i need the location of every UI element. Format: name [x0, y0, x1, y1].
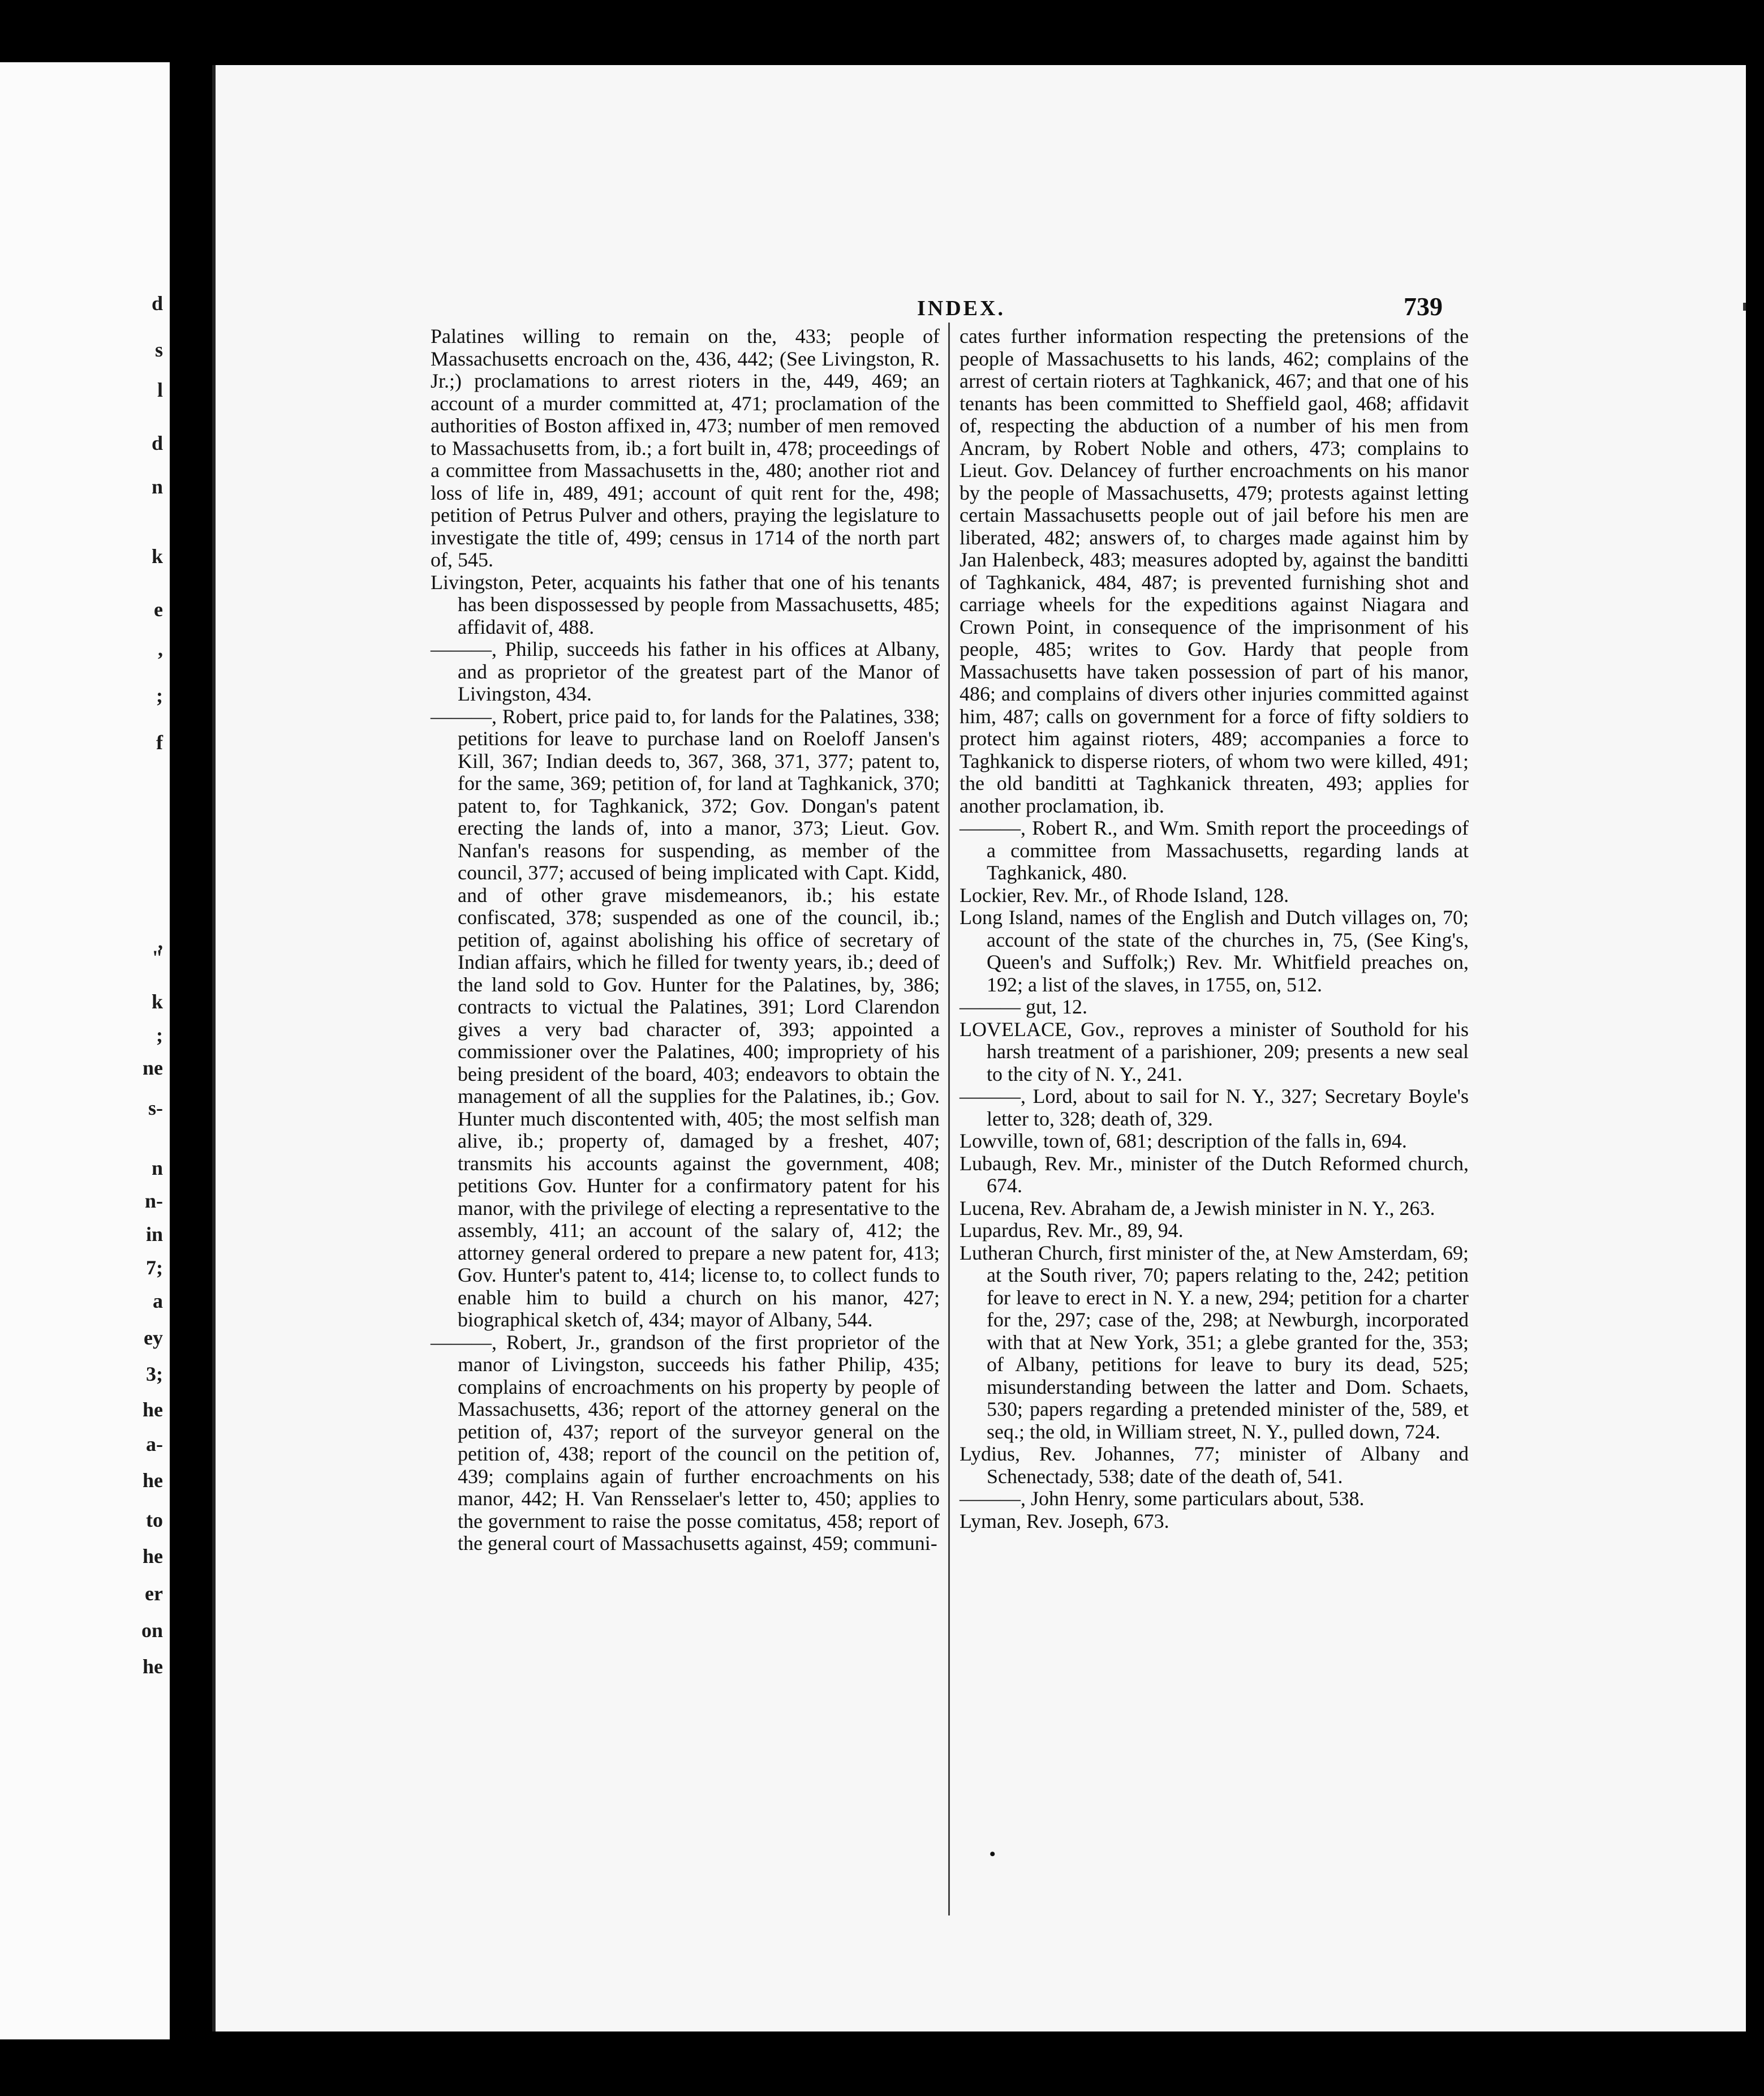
previous-page-text-fragment: he: [143, 1468, 163, 1492]
index-entry: Lockier, Rev. Mr., of Rhode Island, 128.: [960, 883, 1289, 907]
index-column-left: [431, 325, 940, 1555]
index-entry: ———, John Henry, some particulars about, 538.: [960, 1487, 1365, 1510]
printer-mark: •: [989, 1845, 996, 1863]
previous-page-text-fragment: 7;: [146, 1256, 163, 1279]
previous-page-text-fragment: s-: [148, 1096, 163, 1119]
index-entry: Lyman, Rev. Joseph, 673.: [960, 1509, 1169, 1532]
page-number: 739: [1404, 292, 1443, 321]
index-entry: Lupardus, Rev. Mr., 89, 94.: [960, 1219, 1184, 1242]
previous-page-text-fragment: ;: [156, 684, 163, 707]
running-title: INDEX.: [917, 297, 1005, 320]
index-entry: LOVELACE, Gov., reproves a minister of Southold for his harsh treatment of a parishioner, 209; presents a new seal to the city of N. Y., 241.: [960, 1017, 1469, 1085]
previous-page-text-fragment: ,: [158, 638, 163, 660]
column-divider: [948, 323, 950, 1915]
previous-page-edge: [0, 62, 170, 2039]
previous-page-text-fragment: f: [156, 731, 163, 754]
index-entry: cates further information respecting the pretensions of the people of Massachusetts to his lands, 462; complains of the arrest of certain rioters at Taghkanick, 467; and that one of his tenants has been committed to Sheffield gaol, 468; affidavit of, respecting the abduction of a number of his men from Ancram, by Robert Noble and others, 473; complains to Lieut. Gov. Delancey of further encroachments on his manor by the people of Massachusetts, 479; protests against letting certain Massachusetts people out of jail before his men are liberated, 482; answers of, to charges made against him by Jan Halenbeck, 483; measures adopted by, against the banditti of Taghkanick, 484, 487; is prevented furnishing shot and carriage wheels for the expeditions against Niagara and Crown Point, in consequence of the imprisonment of his people, 485; writes to Gov. Hardy that people from Massachusetts have taken possession of part of his manor, 486; and complains of divers other injuries committed against him, 487; calls on government for a force of fifty soldiers to protect him against rioters, 489; accompanies a force to Taghkanick to disperse rioters, of whom two were killed, 491; the old banditti at Taghkanick threaten, 493; applies for another proclamation, ib.: [960, 325, 1469, 817]
index-entry: ———, Lord, about to sail for N. Y., 327; Secretary Boyle's letter to, 328; death of, 329.: [960, 1085, 1469, 1130]
previous-page-text-fragment: e: [154, 598, 163, 621]
previous-page-text-fragment: k: [151, 990, 163, 1013]
previous-page-text-fragment: l: [157, 378, 163, 401]
previous-page-text-fragment: a-: [146, 1433, 163, 1456]
index-entry: Long Island, names of the English and Dutch villages on, 70; account of the state of the churches in, 75, (See King's, Queen's and Suffolk;) Rev. Mr. Whitfield preaches on, 192; a list of the slaves, in 1755, on, 512.: [960, 906, 1469, 996]
index-entry: Lubaugh, Rev. Mr., minister of the Dutch Reformed church, 674.: [960, 1152, 1469, 1197]
index-entry: ———, Robert, price paid to, for lands for the Palatines, 338; petitions for leave to purchase land on Roeloff Jansen's Kill, 367; Indian deeds to, 367, 368, 371, 377; patent to, for the same, 369; petition of, for land at Taghkanick, 370; patent to, for Taghkanick, 372; Gov. Dongan's patent erecting the lands of, into a manor, 373; Lieut. Gov. Nanfan's reasons for suspending, as member of the council, 377; accused of being implicated with Capt. Kidd, and of other grave misdemeanors, ib.; his estate confiscated, 378; suspended as one of the council, ib.; petition of, against abolishing his office of secretary of Indian affairs, which he filled for twenty years, ib.; deed of the land sold to Gov. Hunter for the Palatines, by, 386; contracts to victual the Palatines, 391; Lord Clarendon gives a very bad character of, 393; appointed a commissioner over the Palatines, 400; impropriety of his being president of the board, 403; endeavors to obtain the management of all the supplies for the Palatines, ib.; Gov. Hunter much discontented with, 405; the most selfish man alive, ib.; property of, damaged by a freshet, 407; transmits his accounts against the government, 408; petitions Gov. Hunter for a confirmatory patent for his manor, with the privilege of electing a representative to the assembly, 411; an account of the salary of, 412; the attorney general ordered to prepare a new patent for, 413; Gov. Hunter's patent to, 414; license to, to collect funds to enable him to build a church on his manor, 427; biographical sketch of, 434; mayor of Albany, 544.: [431, 705, 940, 1331]
previous-page-text-fragment: d: [151, 292, 163, 315]
index-page: [212, 65, 1746, 2031]
book-gutter: [170, 0, 212, 2096]
previous-page-text-fragment: 3;: [146, 1362, 163, 1385]
previous-page-text-fragment: in: [145, 1223, 163, 1245]
margin-tick: [1743, 303, 1746, 311]
previous-page-text-fragment: n: [151, 475, 163, 499]
index-entry: ———, Robert R., and Wm. Smith report the proceedings of a committee from Massachusetts, regarding lands at Taghkanick, 480.: [960, 817, 1469, 884]
index-entry: Lowville, town of, 681; description of the falls in, 694.: [960, 1129, 1407, 1152]
previous-page-text-fragment: he: [143, 1544, 163, 1567]
previous-page-text-fragment: on: [141, 1619, 163, 1642]
previous-page-text-fragment: a: [153, 1289, 163, 1312]
previous-page-text-fragment: er: [145, 1582, 163, 1605]
index-entry: Lutheran Church, first minister of the, at New Amsterdam, 69; at the South river, 70; papers relating to the, 242; petition for leave to erect in N. Y. a new, 294; petition for a charter for the, 297; case of the, 298; at Newburgh, incorporated with that at New York, 351; a glebe granted for the, 353; of Albany, petitions for leave to bury its dead, 525; misunderstanding between the latter and Dom. Schaets, 530; papers regarding a pretended minister of the, 589, et seq.; the old, in William street, N. Y., pulled down, 724.: [960, 1241, 1469, 1443]
previous-page-text-fragment: n-: [144, 1189, 163, 1213]
index-column-right: [960, 325, 1469, 1532]
previous-page-text-fragment: ,: [158, 930, 163, 953]
previous-page-text-fragment: ": [152, 946, 163, 969]
previous-page-text-fragment: to: [146, 1509, 163, 1532]
previous-page-text-fragment: ;: [156, 1023, 163, 1046]
index-entry: Palatines willing to remain on the, 433; people of Massachusetts encroach on the, 436, 442; (See Livingston, R. Jr.;) proclamations to arrest rioters in the, 449, 469; an account of a murder committed at, 471; proclamation of the authorities of Boston affixed in, 473; number of men removed to Massachusetts from, ib.; a fort built in, 478; proceedings of a committee from Massachusetts in the, 480; another riot and loss of life in, 489, 491; account of quit rent for the, 498; petition of Petrus Pulver and others, praying the legislature to investigate the title of, 499; census in 1714 of the north part of, 545.: [431, 325, 940, 571]
previous-page-text-fragment: s: [154, 338, 163, 362]
previous-page-text-fragment: ne: [143, 1056, 163, 1080]
index-entry: ———, Philip, succeeds his father in his offices at Albany, and as proprietor of the greatest part of the Manor of Livingston, 434.: [431, 638, 940, 705]
previous-page-text-fragment: he: [143, 1398, 163, 1421]
index-entry: Lydius, Rev. Johannes, 77; minister of Albany and Schenectady, 538; date of the death of, 541.: [960, 1442, 1469, 1488]
index-entry: ——— gut, 12.: [960, 995, 1088, 1018]
previous-page-text-fragment: k: [151, 544, 163, 568]
previous-page-text-fragment: he: [143, 1655, 163, 1678]
index-entry: Livingston, Peter, acquaints his father that one of his tenants has been dispossessed by people from Massachusetts, 485; affidavit of, 488.: [431, 570, 940, 638]
index-entry: Lucena, Rev. Abraham de, a Jewish minister in N. Y., 263.: [960, 1196, 1435, 1219]
previous-page-text-fragment: d: [151, 431, 163, 454]
index-entry: ———, Robert, Jr., grandson of the first proprietor of the manor of Livingston, succeeds his father Philip, 435; complains of encroachments on his property by people of Massachusetts, 436; report of the attorney general on the petition of, 437; report of the surveyor general on the petition of, 438; report of the council on the petition of, 439; complains again of further encroachments on his manor, 442; H. Van Rensselaer's letter to, 450; applies to the government to raise the posse comitatus, 458; report of the general court of Massachusetts against, 459; communi-: [431, 1330, 940, 1554]
previous-page-text-fragment: n: [151, 1156, 163, 1179]
previous-page-text-fragment: ey: [144, 1326, 163, 1350]
